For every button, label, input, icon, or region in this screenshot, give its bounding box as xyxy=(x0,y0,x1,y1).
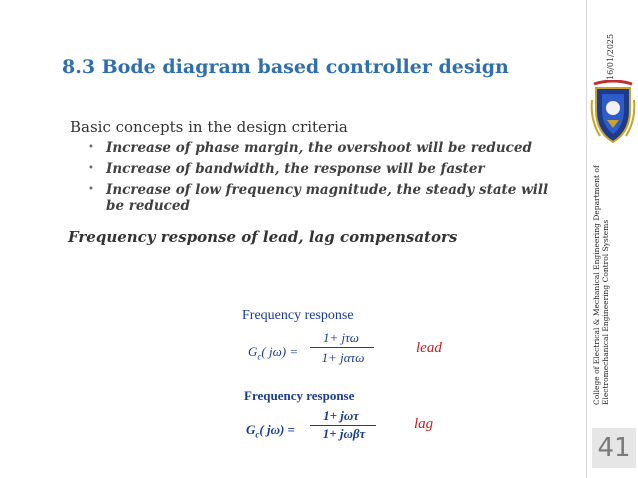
bullet-item xyxy=(86,161,556,177)
formula-figure xyxy=(230,300,490,440)
sidebar-divider xyxy=(586,0,587,478)
lag-lhs-symbol: G xyxy=(246,422,256,437)
intro-text: Basic concepts in the design criteria xyxy=(70,118,348,136)
slide-title: 8.3 Bode diagram based controller design xyxy=(62,56,509,78)
lead-tag: lead xyxy=(416,340,442,356)
lag-formula-heading: Frequency response xyxy=(244,388,355,403)
college-department-text: College of Electrical & Mechanical Engineering Department of Electromechanical Engineering Control Systems xyxy=(592,165,610,405)
bullet-text: Increase of bandwidth, the response will be faster xyxy=(106,161,485,177)
lag-lhs xyxy=(246,422,295,440)
lead-formula-heading: Frequency response xyxy=(242,308,354,323)
college-logo xyxy=(590,80,636,146)
lead-lhs-arg: ( jω) = xyxy=(261,344,299,359)
bullet-icon: • xyxy=(88,163,94,174)
bullet-icon: • xyxy=(88,184,94,195)
lead-fraction-bar xyxy=(310,347,374,348)
bullet-list xyxy=(86,140,556,219)
lag-tag: lag xyxy=(414,416,434,432)
bullet-item xyxy=(86,182,556,214)
lead-denominator: 1+ jατω xyxy=(321,350,365,365)
lead-lhs xyxy=(248,344,298,362)
bullet-text: Increase of low frequency magnitude, the steady state will be reduced xyxy=(106,182,549,214)
page-number: 41 xyxy=(592,428,636,468)
lag-denominator: 1+ jωβτ xyxy=(322,426,366,441)
slide-date: 16/01/2025 xyxy=(606,33,615,80)
bullet-icon: • xyxy=(88,142,94,153)
lag-lhs-sub: c xyxy=(255,429,260,440)
lag-numerator: 1+ jωτ xyxy=(323,408,359,423)
lag-lhs-arg: ( jω) = xyxy=(259,422,295,437)
bullet-item xyxy=(86,140,556,156)
bullet-text: Increase of phase margin, the overshoot will be reduced xyxy=(106,140,532,156)
section-heading: Frequency response of lead, lag compensators xyxy=(68,228,458,246)
lead-lhs-symbol: G xyxy=(248,344,258,359)
lead-lhs-sub: c xyxy=(257,351,262,362)
lead-numerator: 1+ jτω xyxy=(323,330,359,345)
